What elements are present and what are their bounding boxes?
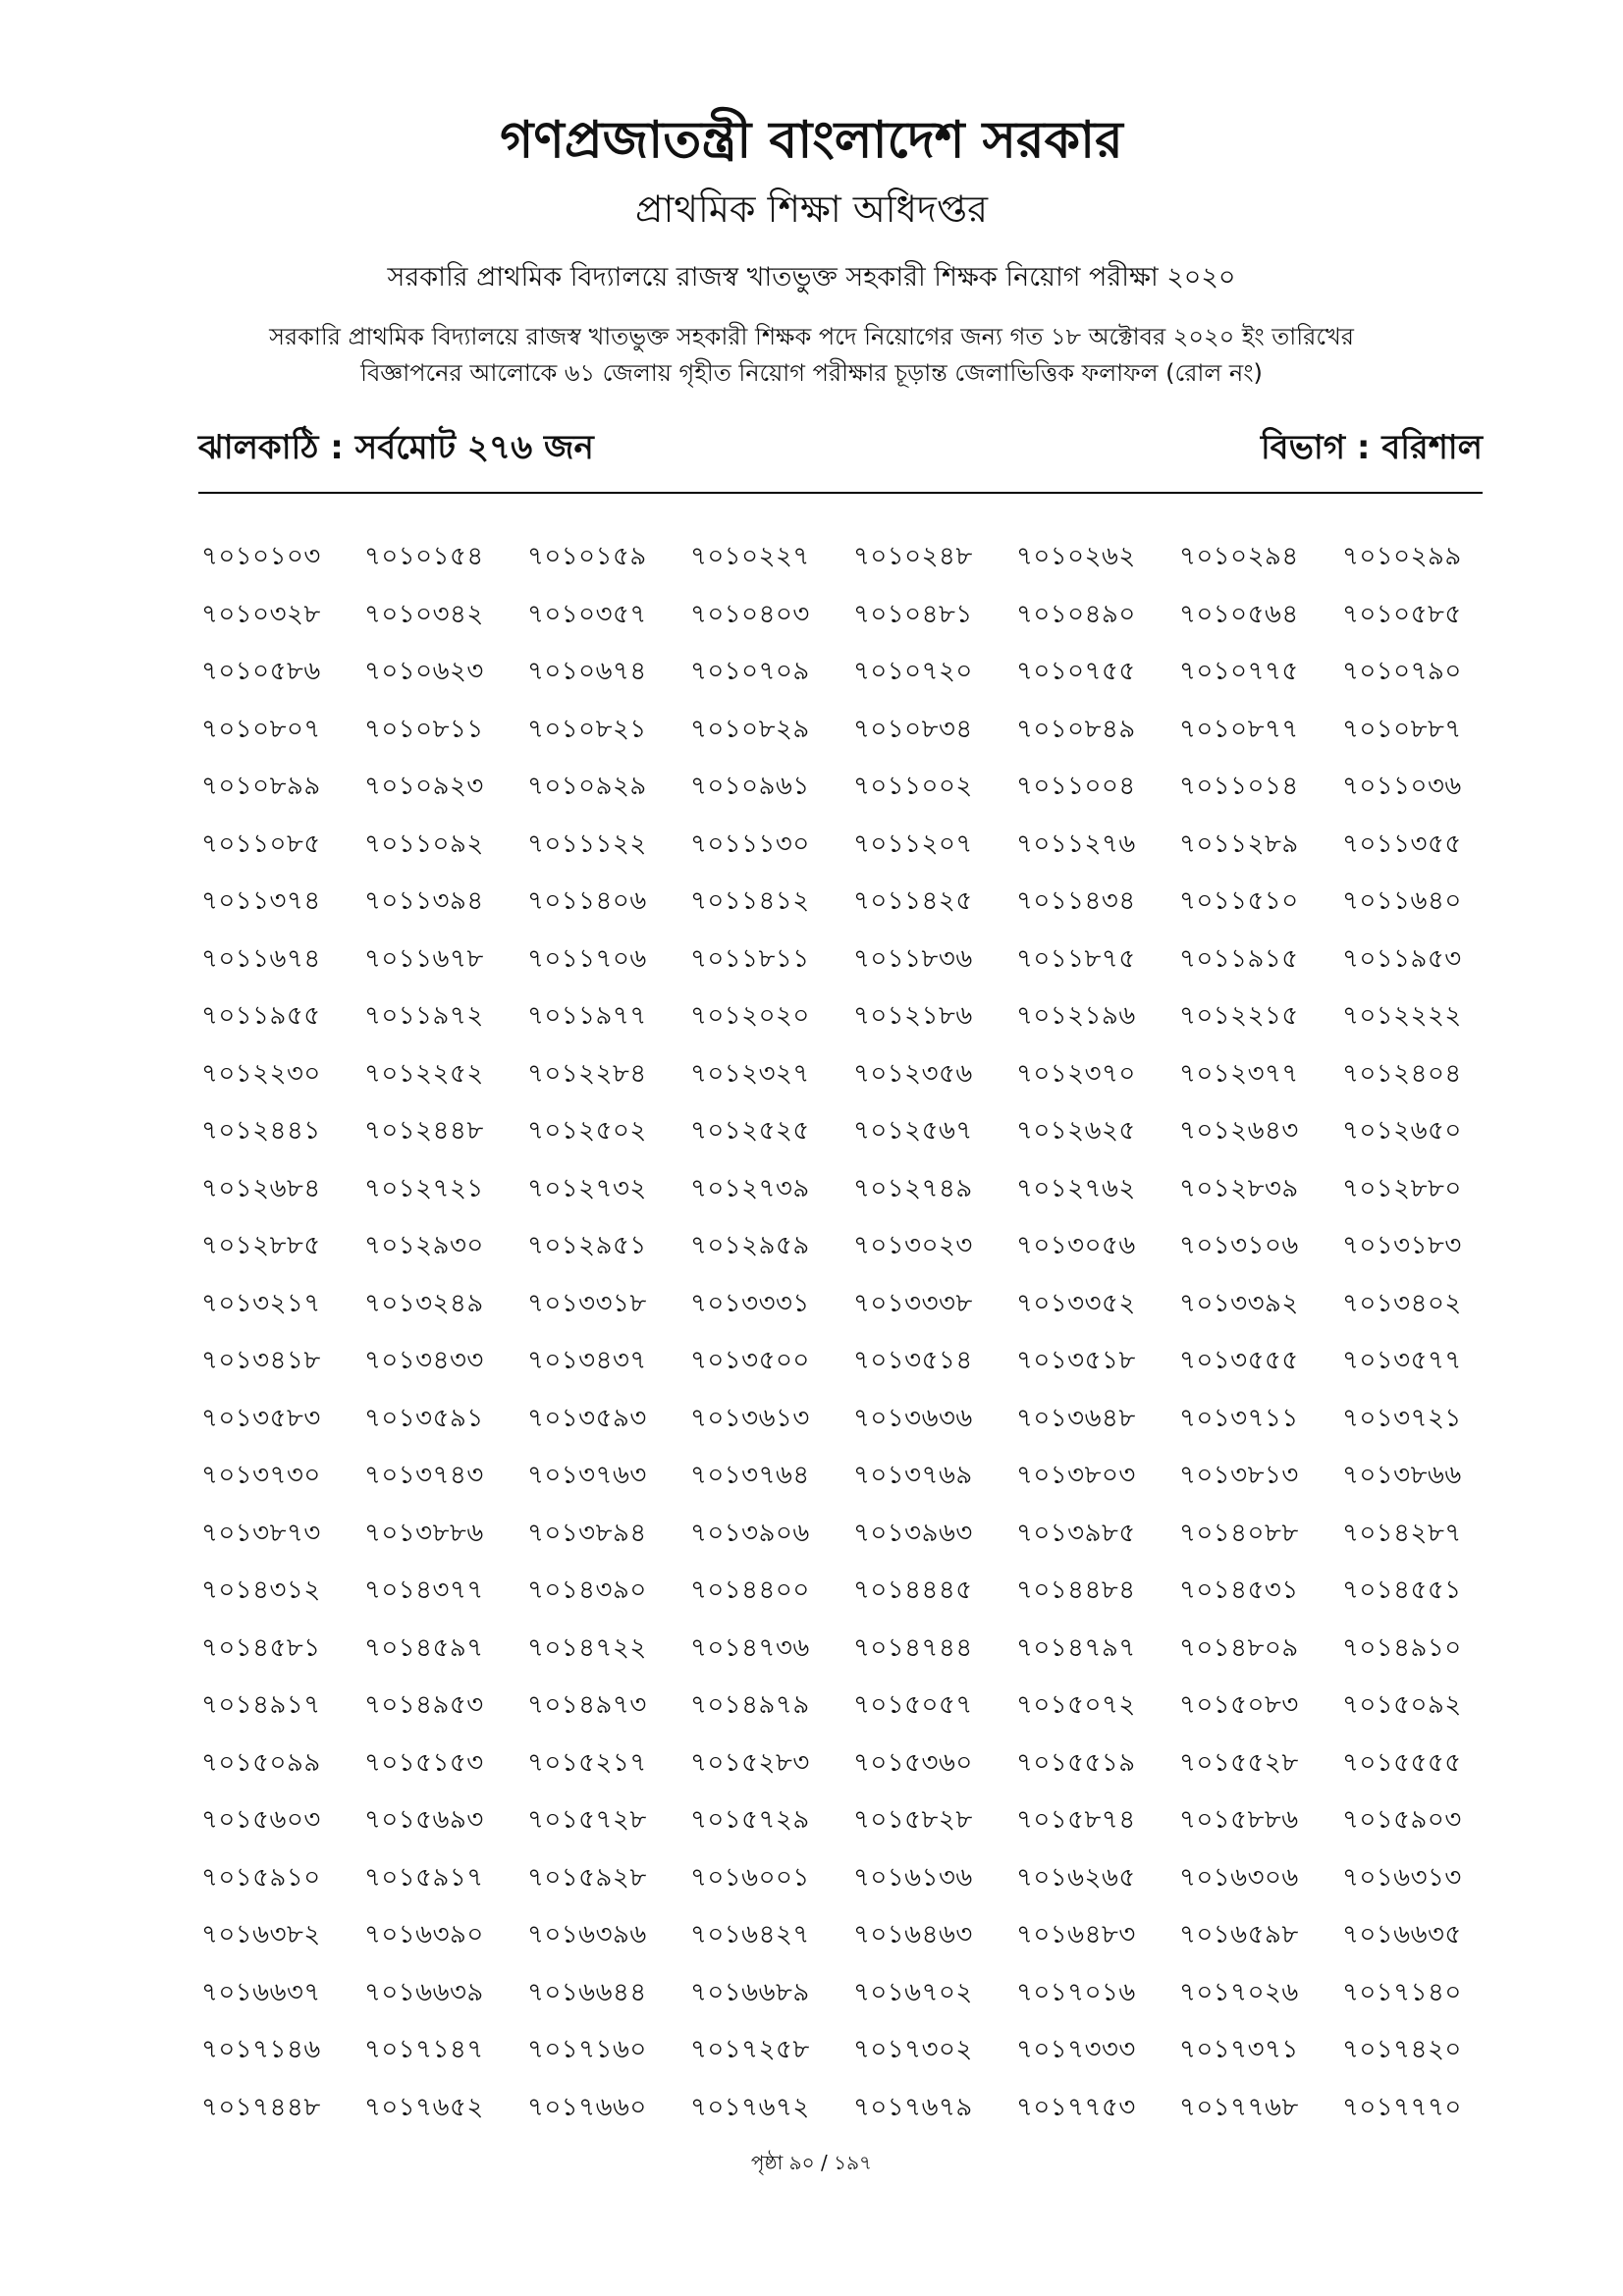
roll-number: ৭০১২৬২৫	[1016, 1116, 1136, 1146]
roll-number: ৭০১২৪০৪	[1342, 1058, 1462, 1089]
roll-number: ৭০১৪২৮৭	[1342, 1518, 1462, 1548]
roll-number: ৭০১৭৬৭৯	[853, 2092, 973, 2122]
roll-number: ৭০১২৫৬৭	[853, 1116, 973, 1146]
roll-number: ৭০১০৩৪২	[364, 599, 484, 629]
roll-number-grid	[201, 528, 1497, 2136]
roll-number: ৭০১১০৩৬	[1342, 772, 1462, 801]
roll-number: ৭০১২১৯৬	[1016, 1001, 1136, 1031]
roll-number: ৭০১০৪৯০	[1016, 599, 1136, 629]
roll-number: ৭০১২৭৩৯	[690, 1173, 810, 1203]
roll-number: ৭০১১৪১২	[690, 886, 810, 916]
roll-number: ৭০১১০০২	[853, 772, 973, 801]
roll-number: ৭০১৪০৮৮	[1179, 1518, 1299, 1548]
roll-number: ৭০১৬৩০৬	[1179, 1862, 1299, 1893]
roll-number: ৭০১৩৩১৮	[527, 1288, 647, 1318]
roll-number: ৭০১১৮৭৫	[1016, 943, 1136, 974]
roll-number: ৭০১১৫১০	[1179, 886, 1299, 916]
roll-number: ৭০১৪৯১৭	[201, 1690, 321, 1720]
roll-number: ৭০১৩৯৬৩	[853, 1518, 973, 1548]
roll-number: ৭০১৩৯৮৫	[1016, 1518, 1136, 1548]
roll-number: ৭০১৫৯২৮	[527, 1862, 647, 1893]
roll-number: ৭০১৫৮৭৪	[1016, 1805, 1136, 1835]
roll-number: ৭০১১৩৫৫	[1342, 828, 1462, 859]
roll-number: ৭০১০২৬২	[1016, 542, 1136, 571]
roll-number: ৭০১৫২১৭	[527, 1747, 647, 1778]
roll-number: ৭০১৬১৩৬	[853, 1862, 973, 1893]
roll-number: ৭০১৫০৮৩	[1179, 1690, 1299, 1720]
roll-number: ৭০১৫৬৯৩	[364, 1805, 484, 1835]
department-name: প্রাথমিক শিক্ষা অধিদপ্তর	[634, 187, 989, 231]
roll-number: ৭০১০৮৯৯	[201, 772, 321, 801]
roll-number: ৭০১১২৮৯	[1179, 828, 1299, 859]
roll-number: ৭০১৫৯১০	[201, 1862, 321, 1893]
roll-number: ৭০১১৩৯৪	[364, 886, 484, 916]
roll-number: ৭০১৭৪৪৮	[201, 2092, 321, 2122]
roll-number: ৭০১২১৮৬	[853, 1001, 973, 1031]
roll-number: ৭০১২৭৪৯	[853, 1173, 973, 1203]
district-total: ঝালকাঠি : সর্বমোট ২৭৬ জন	[198, 428, 594, 467]
roll-number: ৭০১৪৭৩৬	[690, 1632, 810, 1663]
roll-number: ৭০১৫০৯২	[1342, 1690, 1462, 1720]
roll-number: ৭০১১৪৩৪	[1016, 886, 1136, 916]
roll-number: ৭০১৫০৭২	[1016, 1690, 1136, 1720]
roll-number: ৭০১৩৬৩৬	[853, 1403, 973, 1433]
roll-number: ৭০১০৬২৩	[364, 657, 484, 686]
roll-number: ৭০১৬৬৪৪	[527, 1977, 647, 2007]
roll-number: ৭০১৬৬৩৯	[364, 1977, 484, 2007]
roll-number: ৭০১৩৮০৩	[1016, 1461, 1136, 1490]
roll-number: ৭০১৪৯৭৩	[527, 1690, 647, 1720]
roll-number: ৭০১২৭২১	[364, 1173, 484, 1203]
roll-number: ৭০১২৩৭০	[1016, 1058, 1136, 1089]
roll-number: ৭০১৩৪৩৭	[527, 1346, 647, 1375]
roll-number: ৭০১৩৭৬৩	[527, 1461, 647, 1490]
roll-number: ৭০১২২৮৪	[527, 1058, 647, 1089]
roll-number: ৭০১২৮৮০	[1342, 1173, 1462, 1203]
roll-number: ৭০১৩৫৭৭	[1342, 1346, 1462, 1375]
roll-number: ৭০১৪৯১০	[1342, 1632, 1462, 1663]
roll-number: ৭০১০৭৭৫	[1179, 657, 1299, 686]
roll-number: ৭০১০৭৫৫	[1016, 657, 1136, 686]
roll-number: ৭০১৫৯০৩	[1342, 1805, 1462, 1835]
header-divider	[198, 492, 1483, 494]
roll-number: ৭০১৪৯৭৯	[690, 1690, 810, 1720]
roll-number: ৭০১০২৪৮	[853, 542, 973, 571]
roll-number: ৭০১৪৪৮৪	[1016, 1575, 1136, 1605]
roll-number: ৭০১১৬৪০	[1342, 886, 1462, 916]
roll-number: ৭০১৫০৫৭	[853, 1690, 973, 1720]
roll-number: ৭০১৩৩৩৮	[853, 1288, 973, 1318]
roll-number: ৭০১৬৩১৩	[1342, 1862, 1462, 1893]
roll-number: ৭০১০৮৮৭	[1342, 714, 1462, 744]
roll-number: ৭০১২২৩০	[201, 1058, 321, 1089]
roll-number: ৭০১২৬৮৪	[201, 1173, 321, 1203]
roll-number: ৭০১৬৫৯৮	[1179, 1920, 1299, 1949]
roll-number: ৭০১২৩৭৭	[1179, 1058, 1299, 1089]
roll-number: ৭০১০১০৩	[201, 542, 321, 571]
roll-number: ৭০১১৯১৫	[1179, 943, 1299, 974]
roll-number: ৭০১৪৩১২	[201, 1575, 321, 1605]
roll-number: ৭০১৩৬৪৮	[1016, 1403, 1136, 1433]
roll-number: ৭০১২২২২	[1342, 1001, 1462, 1031]
description-line-1: সরকারি প্রাথমিক বিদ্যালয়ে রাজস্ব খাতভুক্ত সহকারী শিক্ষক পদে নিয়োগের জন্য গত ১৮ অক্টোবর ২০২০ ইং তারিখের	[269, 323, 1354, 350]
roll-number: ৭০১১৯৭৭	[527, 1001, 647, 1031]
roll-number: ৭০১৩৫১৮	[1016, 1346, 1136, 1375]
roll-number: ৭০১০৯২৩	[364, 772, 484, 801]
roll-number: ৭০১০৪০৩	[690, 599, 810, 629]
roll-number: ৭০১৩৫৯৩	[527, 1403, 647, 1433]
roll-number: ৭০১৩৭৪৩	[364, 1461, 484, 1490]
roll-number: ৭০১১২৭৬	[1016, 828, 1136, 859]
roll-number: ৭০১০৮০৭	[201, 714, 321, 744]
roll-number: ৭০১৫৩৬০	[853, 1747, 973, 1778]
roll-number: ৭০১২৭৬২	[1016, 1173, 1136, 1203]
roll-number: ৭০১০৬৭৪	[527, 657, 647, 686]
roll-number: ৭০১৬০০১	[690, 1862, 810, 1893]
roll-number: ৭০১৩৩৩১	[690, 1288, 810, 1318]
roll-number: ৭০১৪৭৯৭	[1016, 1632, 1136, 1663]
roll-number: ৭০১৭০১৬	[1016, 1977, 1136, 2007]
roll-number: ৭০১৬৬৩৭	[201, 1977, 321, 2007]
roll-number: ৭০১৩৪০২	[1342, 1288, 1462, 1318]
roll-number: ৭০১১০৮৫	[201, 828, 321, 859]
roll-number: ৭০১৫০৯৯	[201, 1747, 321, 1778]
roll-number: ৭০১৩৪১৮	[201, 1346, 321, 1375]
roll-number: ৭০১১৮১১	[690, 943, 810, 974]
roll-number: ৭০১৩৩৯২	[1179, 1288, 1299, 1318]
roll-number: ৭০১৭৭৭০	[1342, 2092, 1462, 2122]
roll-number: ৭০১১৮৩৬	[853, 943, 973, 974]
roll-number: ৭০১৬৪২৭	[690, 1920, 810, 1949]
roll-number: ৭০১২৮৩৯	[1179, 1173, 1299, 1203]
roll-number: ৭০১০৮৭৭	[1179, 714, 1299, 744]
roll-number: ৭০১৩৮৯৪	[527, 1518, 647, 1548]
roll-number: ৭০১৭১৬০	[527, 2035, 647, 2064]
roll-number: ৭০১৫৫৫৫	[1342, 1747, 1462, 1778]
roll-number: ৭০১৪৮০৯	[1179, 1632, 1299, 1663]
roll-number: ৭০১২৫০২	[527, 1116, 647, 1146]
roll-number: ৭০১১৪২৫	[853, 886, 973, 916]
page-number: পৃষ্ঠা ৯০ / ১৯৭	[750, 2151, 873, 2174]
roll-number: ৭০১১০০৪	[1016, 772, 1136, 801]
roll-number: ৭০১৩৭৩০	[201, 1461, 321, 1490]
roll-number: ৭০১৫৯১৭	[364, 1862, 484, 1893]
roll-number: ৭০১৩৫৫৫	[1179, 1346, 1299, 1375]
roll-number: ৭০১৩২১৭	[201, 1288, 321, 1318]
roll-number: ৭০১০৫৮৬	[201, 657, 321, 686]
roll-number: ৭০১৪৫৩১	[1179, 1575, 1299, 1605]
roll-number: ৭০১২৬৫০	[1342, 1116, 1462, 1146]
roll-number: ৭০১৬২৬৫	[1016, 1862, 1136, 1893]
roll-number: ৭০১১৬৭৪	[201, 943, 321, 974]
roll-number: ৭০১৬৬৮৯	[690, 1977, 810, 2007]
roll-number: ৭০১২৯৫১	[527, 1231, 647, 1260]
roll-number: ৭০১২৩৫৬	[853, 1058, 973, 1089]
roll-number: ৭০১০৭৯০	[1342, 657, 1462, 686]
roll-number: ৭০১৫৮২৮	[853, 1805, 973, 1835]
roll-number: ৭০১১১২২	[527, 828, 647, 859]
roll-number: ৭০১৫৬০৩	[201, 1805, 321, 1835]
roll-number: ৭০১৪৫৮১	[201, 1632, 321, 1663]
roll-number: ৭০১৭২৫৮	[690, 2035, 810, 2064]
division-name: বিভাগ : বরিশাল	[1260, 428, 1483, 467]
roll-number: ৭০১৩৫০০	[690, 1346, 810, 1375]
roll-number: ৭০১৩৮১৩	[1179, 1461, 1299, 1490]
roll-number: ৭০১৭০২৬	[1179, 1977, 1299, 2007]
roll-number: ৭০১৩১০৬	[1179, 1231, 1299, 1260]
roll-number: ৭০১২৯৫৯	[690, 1231, 810, 1260]
roll-number: ৭০১৩৩৫২	[1016, 1288, 1136, 1318]
roll-number: ৭০১১০১৪	[1179, 772, 1299, 801]
roll-number: ৭০১০৮১১	[364, 714, 484, 744]
roll-number: ৭০১২২৫২	[364, 1058, 484, 1089]
result-description	[0, 319, 1623, 392]
roll-number: ৭০১৩৭৬৪	[690, 1461, 810, 1490]
roll-number: ৭০১৬৩৯৬	[527, 1920, 647, 1949]
roll-number: ৭০১৩৫৯১	[364, 1403, 484, 1433]
roll-number: ৭০১৭৭৫৩	[1016, 2092, 1136, 2122]
roll-number: ৭০১২৪৪১	[201, 1116, 321, 1146]
roll-number: ৭০১১৬৭৮	[364, 943, 484, 974]
roll-number: ৭০১৩৪৩৩	[364, 1346, 484, 1375]
roll-number: ৭০১২৬৪৩	[1179, 1116, 1299, 1146]
roll-number: ৭০১৩০২৩	[853, 1231, 973, 1260]
roll-number: ৭০১৭১৪০	[1342, 1977, 1462, 2007]
roll-number: ৭০১১৭০৬	[527, 943, 647, 974]
roll-number: ৭০১০৩২৮	[201, 599, 321, 629]
roll-number: ৭০১৩৮৬৬	[1342, 1461, 1462, 1490]
roll-number: ৭০১৩৭৬৯	[853, 1461, 973, 1490]
roll-number: ৭০১৩৭২১	[1342, 1403, 1462, 1433]
roll-number: ৭০১৫৫১৯	[1016, 1747, 1136, 1778]
roll-number: ৭০১৫৫২৮	[1179, 1747, 1299, 1778]
roll-number: ৭০১২৪৪৮	[364, 1116, 484, 1146]
roll-number: ৭০১০৮৪৯	[1016, 714, 1136, 744]
roll-number: ৭০১৪৪০০	[690, 1575, 810, 1605]
roll-number: ৭০১১৪০৬	[527, 886, 647, 916]
roll-number: ৭০১৪৫৯৭	[364, 1632, 484, 1663]
roll-number: ৭০১০৮৩৪	[853, 714, 973, 744]
roll-number: ৭০১৭৩০২	[853, 2035, 973, 2064]
roll-number: ৭০১১৯৫৫	[201, 1001, 321, 1031]
roll-number: ৭০১০২৯৯	[1342, 542, 1462, 571]
roll-number: ৭০১০১৫৯	[527, 542, 647, 571]
roll-number: ৭০১০৮২১	[527, 714, 647, 744]
page-title: গণপ্রজাতন্ত্রী বাংলাদেশ সরকার	[500, 111, 1123, 170]
roll-number: ৭০১০৯৬১	[690, 772, 810, 801]
roll-number: ৭০১৩৫৮৩	[201, 1403, 321, 1433]
roll-number: ৭০১২৭৩২	[527, 1173, 647, 1203]
roll-number: ৭০১৪৫৫১	[1342, 1575, 1462, 1605]
roll-number: ৭০১০৯২৯	[527, 772, 647, 801]
roll-number: ৭০১১৯৫৩	[1342, 943, 1462, 974]
roll-number: ৭০১৩০৫৬	[1016, 1231, 1136, 1260]
roll-number: ৭০১৭৬৭২	[690, 2092, 810, 2122]
roll-number: ৭০১১০৯২	[364, 828, 484, 859]
roll-number: ৭০১৬৩৯০	[364, 1920, 484, 1949]
exam-name: সরকারি প্রাথমিক বিদ্যালয়ে রাজস্ব খাতভুক্ত সহকারী শিক্ষক নিয়োগ পরীক্ষা ২০২০	[387, 262, 1236, 293]
roll-number: ৭০১৩৭১১	[1179, 1403, 1299, 1433]
roll-number: ৭০১৭৭৬৮	[1179, 2092, 1299, 2122]
description-line-2: বিজ্ঞাপনের আলোকে ৬১ জেলায় গৃহীত নিয়োগ পরীক্ষার চূড়ান্ত জেলাভিত্তিক ফলাফল (রোল নং)	[360, 359, 1263, 387]
roll-number: ৭০১৩৫১৪	[853, 1346, 973, 1375]
roll-number: ৭০১০৪৮১	[853, 599, 973, 629]
roll-number: ৭০১৩৬১৩	[690, 1403, 810, 1433]
roll-number: ৭০১৭৩৭১	[1179, 2035, 1299, 2064]
roll-number: ৭০১৩৮৭৩	[201, 1518, 321, 1548]
roll-number: ৭০১৩৮৮৬	[364, 1518, 484, 1548]
roll-number: ৭০১১২০৭	[853, 828, 973, 859]
roll-number: ৭০১৭৪২০	[1342, 2035, 1462, 2064]
roll-number: ৭০১২৩২৭	[690, 1058, 810, 1089]
roll-number: ৭০১৫২৮৩	[690, 1747, 810, 1778]
roll-number: ৭০১১১৩০	[690, 828, 810, 859]
roll-number: ৭০১১৯৭২	[364, 1001, 484, 1031]
roll-number: ৭০১৭৬৫২	[364, 2092, 484, 2122]
roll-number: ৭০১৪৭২২	[527, 1632, 647, 1663]
roll-number: ৭০১৬৪৮৩	[1016, 1920, 1136, 1949]
roll-number: ৭০১৭৬৬০	[527, 2092, 647, 2122]
roll-number: ৭০১৩১৮৩	[1342, 1231, 1462, 1260]
roll-number: ৭০১৭৩৩৩	[1016, 2035, 1136, 2064]
roll-number: ৭০১১৩৭৪	[201, 886, 321, 916]
roll-number: ৭০১০২৯৪	[1179, 542, 1299, 571]
roll-number: ৭০১৭১৪৬	[201, 2035, 321, 2064]
roll-number: ৭০১৬৬৩৫	[1342, 1920, 1462, 1949]
roll-number: ৭০১৪৭৪৪	[853, 1632, 973, 1663]
roll-number: ৭০১০২২৭	[690, 542, 810, 571]
roll-number: ৭০১৬৩৮২	[201, 1920, 321, 1949]
roll-number: ৭০১৬৭০২	[853, 1977, 973, 2007]
roll-number: ৭০১০৩৫৭	[527, 599, 647, 629]
roll-number: ৭০১০৫৬৪	[1179, 599, 1299, 629]
roll-number: ৭০১৭১৪৭	[364, 2035, 484, 2064]
roll-number: ৭০১৫৭২৮	[527, 1805, 647, 1835]
roll-number: ৭০১০৫৮৫	[1342, 599, 1462, 629]
roll-number: ৭০১০৭২০	[853, 657, 973, 686]
roll-number: ৭০১৩২৪৯	[364, 1288, 484, 1318]
roll-number: ৭০১২০২০	[690, 1001, 810, 1031]
roll-number: ৭০১৫৭২৯	[690, 1805, 810, 1835]
roll-number: ৭০১৪৯৫৩	[364, 1690, 484, 1720]
roll-number: ৭০১২২১৫	[1179, 1001, 1299, 1031]
roll-number: ৭০১২৫২৫	[690, 1116, 810, 1146]
roll-number: ৭০১২৯৩০	[364, 1231, 484, 1260]
roll-number: ৭০১০১৫৪	[364, 542, 484, 571]
roll-number: ৭০১৬৪৬৩	[853, 1920, 973, 1949]
roll-number: ৭০১৪৪৪৫	[853, 1575, 973, 1605]
roll-number: ৭০১৩৯০৬	[690, 1518, 810, 1548]
roll-number: ৭০১০৮২৯	[690, 714, 810, 744]
roll-number: ৭০১৫১৫৩	[364, 1747, 484, 1778]
roll-number: ৭০১০৭০৯	[690, 657, 810, 686]
roll-number: ৭০১২৮৮৫	[201, 1231, 321, 1260]
roll-number: ৭০১৪৩৯০	[527, 1575, 647, 1605]
roll-number: ৭০১৫৮৮৬	[1179, 1805, 1299, 1835]
roll-number: ৭০১৪৩৭৭	[364, 1575, 484, 1605]
